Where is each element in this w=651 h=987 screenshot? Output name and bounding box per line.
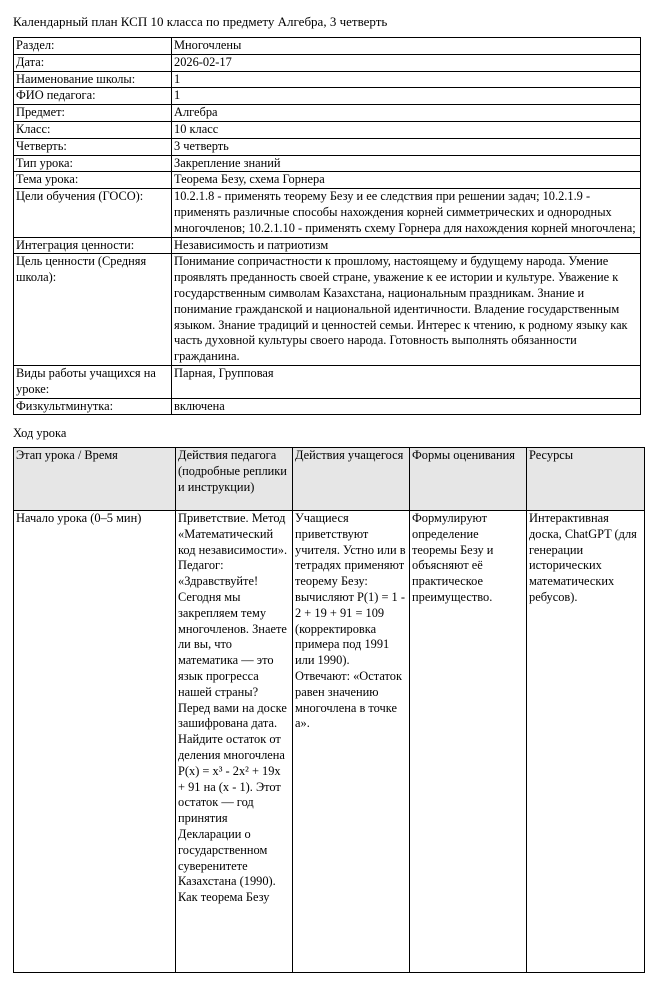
info-table [13, 37, 641, 415]
info-row [14, 71, 641, 88]
info-label: Физкультминутка: [14, 398, 172, 415]
info-value: Парная, Групповая [172, 365, 641, 398]
info-row [14, 237, 641, 254]
lesson-cell: Учащиеся приветствуют учителя. Устно или в тетрадях применяют теорему Безу: вычисляют P(1) = 1 - 2 + 19 + 91 = 109 (корректировка примера под 1991 или 1990). Отвечают: «Остаток равен значению многочлена в точке a». [293, 511, 410, 973]
info-row [14, 365, 641, 398]
info-value: 3 четверть [172, 138, 641, 155]
info-label: Наименование школы: [14, 71, 172, 88]
info-value: 10.2.1.8 - применять теорему Безу и ее следствия при решении задач; 10.2.1.9 - применять различные способы нахождения корней симметрических и однородных многочленов; 10.2.1.10 - применять схему Горнера для нахождения корней многочлена; [172, 189, 641, 237]
info-value: 1 [172, 88, 641, 105]
page-title: Календарный план КСП 10 класса по предмету Алгебра, 3 четверть [13, 14, 388, 29]
info-row [14, 88, 641, 105]
lesson-cell: Интерактивная доска, ChatGPT (для генерации исторических математических ребусов). [527, 511, 645, 973]
info-row [14, 189, 641, 237]
info-row [14, 38, 641, 55]
lesson-header-cell: Ресурсы [527, 448, 645, 511]
info-value: Алгебра [172, 105, 641, 122]
info-row [14, 254, 641, 366]
lesson-cell: Формулируют определение теоремы Безу и объясняют её практическое преимущество. [410, 511, 527, 973]
info-label: Цели обучения (ГОСО): [14, 189, 172, 237]
lesson-header-cell: Этап урока / Время [14, 448, 176, 511]
info-row [14, 54, 641, 71]
lesson-table [13, 447, 645, 973]
info-value: включена [172, 398, 641, 415]
lesson-header-cell: Действия учащегося [293, 448, 410, 511]
info-row [14, 172, 641, 189]
info-row [14, 121, 641, 138]
info-label: Интеграция ценности: [14, 237, 172, 254]
info-label: Дата: [14, 54, 172, 71]
info-label: ФИО педагога: [14, 88, 172, 105]
info-row [14, 155, 641, 172]
lesson-row [14, 511, 645, 973]
info-value: Теорема Безу, схема Горнера [172, 172, 641, 189]
lesson-cell: Начало урока (0–5 мин) [14, 511, 176, 973]
info-label: Тема урока: [14, 172, 172, 189]
lesson-section-title: Ход урока [13, 426, 67, 440]
info-value: Многочлены [172, 38, 641, 55]
info-label: Виды работы учащихся на уроке: [14, 365, 172, 398]
info-value: Закрепление знаний [172, 155, 641, 172]
info-row [14, 105, 641, 122]
info-row [14, 138, 641, 155]
info-label: Четверть: [14, 138, 172, 155]
info-value: Понимание сопричастности к прошлому, настоящему и будущему народа. Умение проявлять преданность своей стране, уважение к ее истории и культуре. Уважение к государственным символам Казахстана, национальным праздникам. Знание и понимание гражданской и национальной идентичности. Владение государственным языком. Знание традиций и ценностей семьи. Интерес к чтению, к родному языку как часть духовной культуры своего народа. Готовность выполнять обязанности гражданина. [172, 254, 641, 366]
info-value: Независимость и патриотизм [172, 237, 641, 254]
lesson-table-header [14, 448, 645, 511]
info-label: Цель ценности (Средняя школа): [14, 254, 172, 366]
lesson-header-cell: Действия педагога (подробные реплики и инструкции) [176, 448, 293, 511]
info-row [14, 398, 641, 415]
info-label: Класс: [14, 121, 172, 138]
info-label: Предмет: [14, 105, 172, 122]
info-value: 2026-02-17 [172, 54, 641, 71]
info-label: Тип урока: [14, 155, 172, 172]
lesson-cell: Приветствие. Метод «Математический код независимости». Педагог: «Здравствуйте! Сегодня мы закрепляем тему многочленов. Знаете ли вы, что математика — это язык прогресса нашей страны? Перед вами на доске зашифрована дата. Найдите остаток от деления многочлена P(x) = x³ - 2x² + 19x + 91 на (x - 1). Этот остаток — год принятия Декларации о государственном суверенитете Казахстана (1990). Как теорема Безу [176, 511, 293, 973]
info-label: Раздел: [14, 38, 172, 55]
info-value: 10 класс [172, 121, 641, 138]
info-value: 1 [172, 71, 641, 88]
lesson-header-cell: Формы оценивания [410, 448, 527, 511]
